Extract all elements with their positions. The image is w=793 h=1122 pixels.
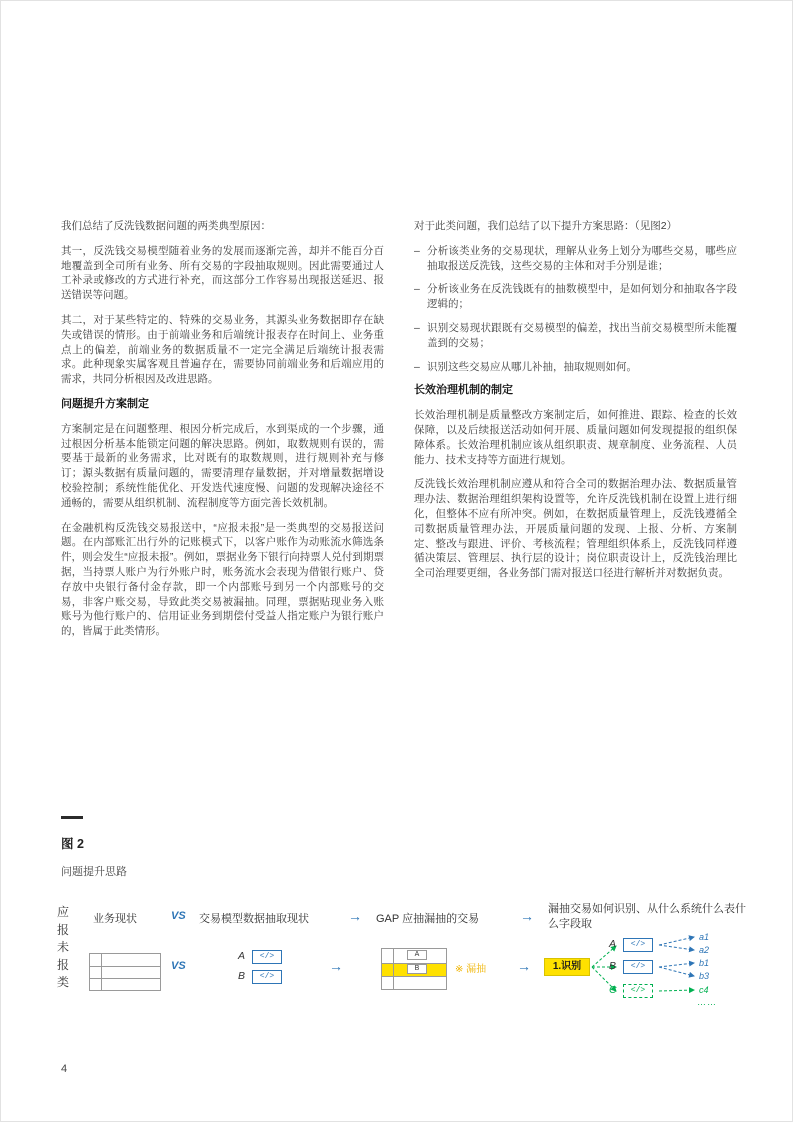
code-box-icon: </> — [623, 938, 653, 952]
right-column — [414, 219, 737, 649]
text-columns — [61, 219, 737, 649]
paragraph-reason-1: 其一，反洗钱交易模型随着业务的发展而逐渐完善，却并不能百分百地覆盖到全司所有业务、所有交易的字段抽取规则。因此需要通过人工补录或修改的方式进行补充，而这部分工作容易出现报送延迟、报送错误等问题。 — [61, 244, 384, 302]
bullet-marker: – — [414, 321, 420, 334]
paragraph-intro-right: 对于此类问题，我们总结了以下提升方案思路：（见图2） — [414, 220, 678, 232]
arrow-right-icon: → — [520, 908, 534, 924]
figure-diagram — [57, 898, 767, 1026]
table-row-divider — [90, 978, 160, 979]
model-a-label: A — [238, 950, 246, 962]
table-row-divider — [382, 976, 446, 977]
table-tag-b: B — [407, 964, 427, 974]
business-table-icon — [89, 953, 161, 991]
figure-block — [57, 816, 767, 1026]
bullet-marker: – — [414, 244, 420, 257]
flow-gap-missed: GAP 应抽漏抽的交易 — [376, 913, 480, 925]
leaf-field: b1 — [699, 958, 710, 968]
code-box-icon: </> — [623, 960, 653, 974]
ellipsis-more: …… — [697, 997, 717, 1007]
table-column-divider — [382, 949, 394, 989]
bullet-list — [414, 244, 737, 375]
paragraph-solution-1: 方案制定是在问题整理、根因分析完成后，水到渠成的一个步骤，通过根因分析基本能锁定问题的解决思路。例如，取数规则有误的，需要基于最新的业务需求，比对既有的取数规则，进行规则补充与修订；源头数据有质量问题的，需要清理存量数据，并对增量数据增设校验控制；系统性能优化、开发迭代速度慢、问题的发现解决途径不通畅的，需要从组织机制、流程制度等方面完善长效机制。 — [61, 422, 384, 509]
leaf-field: a2 — [699, 945, 710, 955]
arrow-right-icon: → — [329, 958, 343, 974]
bullet-item — [414, 244, 737, 274]
bullet-text: 识别交易现状跟既有交易模型的偏差，找出当前交易模型所未能覆盖到的交易； — [427, 321, 737, 349]
code-box-icon: </> — [252, 970, 282, 984]
figure-label: 图 2 — [61, 837, 84, 851]
paragraph-intro: 我们总结了反洗钱数据问题的两类典型原因： — [61, 220, 271, 232]
paragraph-governance-1: 长效治理机制是质量整改方案制定后，如何推进、跟踪、检查的长效保障，以及后续报送活动如何开展、质量问题如何发现提报的组织保障体系。长效治理机制应该从组织职责、规章制度、业务流程、人员能力、技术支持等方面进行规划。 — [414, 409, 737, 466]
figure-title: 问题提升思路 — [61, 866, 127, 878]
code-box-icon: </> — [252, 950, 282, 964]
out-c-label: C — [609, 984, 617, 996]
flow-model-extract-status: 交易模型数据抽取现状 — [199, 913, 309, 925]
category-side-label: 应报未报类 — [57, 905, 70, 989]
arrow-right-icon: → — [517, 958, 531, 974]
identify-step-box: 1.识别 — [544, 958, 590, 976]
out-b-label: B — [609, 960, 617, 972]
model-b-label: B — [238, 970, 246, 982]
figure-rule — [61, 816, 83, 819]
paragraph-governance-2: 反洗钱长效治理机制应遵从和符合全司的数据治理办法、数据质量管理办法、数据治理组织架构设置等，允许反洗钱机制在设置上进行细化，但整体不应有所冲突。例如，在数据质量管理上，反洗钱遵循全司数据质量管理办法，开展质量问题的发现、上报、分析、方案制定、整改与跟进、评价、考核流程；管理组织体系上，反洗钱同样遵循决策层、管理层、执行层的设计；岗位职责设计上，反洗钱治理比全司治理要更细，各业务部门需对报送口径进行解析并对数据负责。 — [414, 478, 737, 580]
code-box-icon: </> — [623, 984, 653, 998]
flow-identify-source: 漏抽交易如何识别、从什么系统什么表什么字段取 — [548, 903, 746, 930]
out-a-label: A — [609, 938, 617, 950]
flow-business-status: 业务现状 — [93, 913, 137, 925]
leaf-field: b3 — [699, 971, 710, 981]
leaf-field: a1 — [699, 932, 710, 942]
vs-label: VS — [171, 910, 186, 922]
table-tag-a: A — [407, 950, 427, 960]
leaf-field: c4 — [699, 985, 709, 995]
bullet-item — [414, 282, 737, 312]
section-heading-solution: 问题提升方案制定 — [61, 397, 149, 410]
bullet-item — [414, 360, 737, 375]
bullet-text: 分析该业务在反洗钱既有的抽数模型中，是如何划分和抽取各字段逻辑的； — [427, 283, 737, 311]
vs-label: VS — [171, 960, 186, 972]
bullet-text: 分析该类业务的交易现状，理解从业务上划分为哪些交易，哪些应抽取报送反洗钱，这些交易的主体和对手分别是谁； — [427, 244, 737, 272]
paragraph-solution-2: 在金融机构反洗钱交易报送中，“应报未报”是一类典型的交易报送问题。在内部账汇出行外的记账模式下，以客户账作为动账流水筛选条件，则会发生“应报未报”。例如，票据业务下银行向持票人兑付到期票据，当持票人账户为行外账户时，账务流水会表现为借银行账户、贷存放中央银行备付金存款，即一个内部账号到另一个内部账号的交易，非客户账交易，导致此类交易被漏抽。同理，票据贴现业务入账账号为他行账户的、信用证业务到期偿付受益人指定账户为银行账户的，皆属于此类情形。 — [61, 521, 384, 638]
bullet-item — [414, 321, 737, 351]
bullet-marker: – — [414, 283, 420, 296]
page-number: 4 — [61, 1063, 68, 1075]
bullet-marker: – — [414, 360, 420, 373]
missed-label: ※ 漏抽 — [455, 964, 487, 975]
table-row-divider — [90, 966, 160, 967]
arrow-right-icon: → — [348, 908, 362, 924]
section-heading-governance: 长效治理机制的制定 — [414, 384, 513, 397]
table-column-divider — [90, 954, 102, 990]
left-column — [61, 219, 384, 649]
paragraph-reason-2: 其二，对于某些特定的、特殊的交易业务，其源头业务数据即存在缺失或错误的情形。由于前端业务和后端统计报表存在时间上、业务重点上的偏差，前端业务的数据质量不一定完全满足后端统计报表需求。此种现象实属客观且普遍存在，需要协同前端业务和后端应用的需求，共同分析根因及改进思路。 — [61, 313, 384, 386]
bullet-text: 识别这些交易应从哪儿补抽，抽取规则如何。 — [427, 360, 637, 373]
